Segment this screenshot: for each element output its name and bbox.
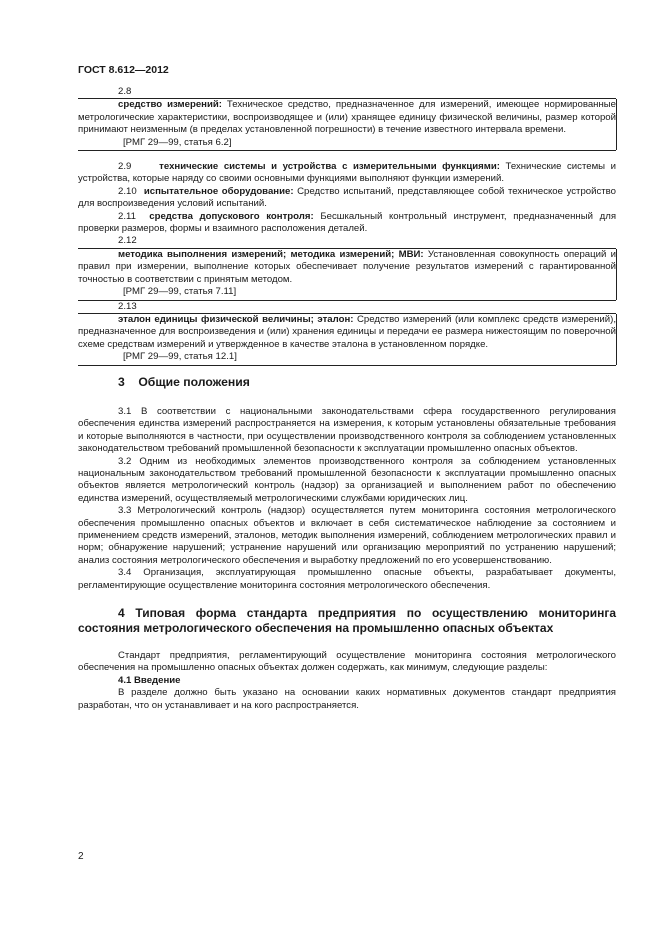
clause-number-2-13: 2.13 <box>118 300 137 312</box>
definition-2-11 <box>78 211 616 236</box>
definition-2-10 <box>78 186 616 211</box>
clause-number-2-10: 2.10 <box>118 185 137 197</box>
box-rule <box>616 99 617 150</box>
term-2-11: средства допускового контроля: <box>149 210 314 222</box>
clause-number-2-8: 2.8 <box>118 86 132 97</box>
box-rule <box>616 314 617 365</box>
definition-2-8 <box>78 99 616 136</box>
reference-2-8: [РМГ 29—99, статья 6.2] <box>123 136 232 148</box>
document-body <box>78 86 616 712</box>
reference-2-12: [РМГ 29—99, статья 7.11] <box>123 286 237 298</box>
section-4-intro: Стандарт предприятия, регламентирующий осуществление мониторинга состояния метрологического обеспечения на промышленно опасных объектах должен содержать, как минимум, следующие разделы: <box>78 650 616 674</box>
definition-text-2-12: Установленная совокупность операций и правил при измерении, выполнение которых обеспечивает получение результатов измерений с гарантированной точностью в соответствии с принятым методом. <box>78 248 617 285</box>
box-rule <box>616 249 617 300</box>
definition-text-2-9: Технические системы и устройства, которые наряду со своими основными функциями выполняют функции измерений. <box>78 161 616 185</box>
section-3-heading: 3 Общие положения <box>118 374 250 389</box>
section-4-heading: 4 Типовая форма стандарта предприятия по осуществлению мониторинга состояния метрологического обеспечения на промышленно опасных объектах <box>78 606 616 636</box>
clause-number-2-12: 2.12 <box>118 235 137 247</box>
term-2-10: испытательное оборудование: <box>143 185 294 197</box>
page-number: 2 <box>78 851 84 862</box>
term-2-8: средство измерений: <box>118 99 222 111</box>
paragraph-3-1: 3.1 В соответствии с национальными законодательствами сфера государственного регулирования обеспечения единства измерений распространяется на измерения, к которым установлены обязательные требования и которые выполняются в частности, при осуществлении производственного контроля за соблюдением установленных законодательством требований промышленной безопасности к эксплуатации промышленно опасных объектов. <box>78 405 616 455</box>
paragraph-3-2: 3.2 Одним из необходимых элементов производственного контроля за соблюдением установленных национальным законодательством требований промышленной безопасности к эксплуатации промышленно опасных объектов является метрологический контроль (надзор) за организацией и выполнением работ по обеспечению единства измерений, осуществляемый метрологическими службами юридических лиц. <box>78 455 616 504</box>
definition-2-12 <box>78 249 616 286</box>
definition-text-2-11: Бесшкальный контрольный инструмент, предназначенный для проверки размеров, формы и взаимного расположения деталей. <box>78 210 617 235</box>
definition-2-13 <box>78 314 616 351</box>
definition-text-2-10: Средство испытаний, представляющее собой техническое устройство для воспроизведения условий испытаний. <box>78 185 616 210</box>
reference-2-13: [РМГ 29—99, статья 12.1] <box>123 351 237 363</box>
clause-number-2-11: 2.11 <box>118 210 136 222</box>
clause-number-2-9: 2.9 <box>118 161 132 173</box>
subsection-4-1-heading: 4.1 Введение <box>118 674 181 686</box>
paragraph-4-1: В разделе должно быть указано на основании каких нормативных документов стандарт предприятия разработан, что он устанавливает и на кого распространяется. <box>78 687 616 711</box>
term-2-13: эталон единицы физической величины; эталон: <box>118 313 354 325</box>
term-2-9: технические системы и устройства с измерительными функциями: <box>159 161 500 173</box>
definition-2-9 <box>78 161 616 186</box>
definition-text-2-8: Техническое средство, предназначенное для измерений, имеющее нормированные метрологические характеристики, воспроизводящее и (или) хранящее единицу физической величины, размер которой принимают неизменным (в пределах установленной погрешности) в течение известного интервала времени. <box>78 99 617 136</box>
document-header: ГОСТ 8.612—2012 <box>78 64 169 76</box>
definition-text-2-13: Средство измерений (или комплекс средств измерений), предназначенное для воспроизведения и (или) хранения единицы и передачи ее размера нижестоящим по поверочной схеме средствам измерений и утвержденное в качестве эталона в установленном порядке. <box>78 313 616 350</box>
paragraph-3-3: 3.3 Метрологический контроль (надзор) осуществляется путем мониторинга состояния метрологического обеспечения промышленно опасных объектов и включает в себя систематическое наблюдение за состоянием и применением средств измерений, эталонов, методик выполнения измерений, соблюдением метрологических правил и норм; обнаружение нарушений; устранение нарушений или организацию мероприятий по устранению нарушений; анализ состояния метрологического обеспечения и выработку предложений по его усовершенствованию. <box>78 505 616 566</box>
definition-box-2-12 <box>78 248 616 301</box>
definition-box-2-13 <box>78 313 616 366</box>
definition-box-2-8 <box>78 98 616 151</box>
paragraph-3-4: 3.4 Организация, эксплуатирующая промышленно опасные объекты, разрабатывает документы, регламентирующие осуществление мониторинга состояния метрологического обеспечения. <box>78 567 616 591</box>
term-2-12: методика выполнения измерений; методика измерений; МВИ: <box>118 248 424 260</box>
